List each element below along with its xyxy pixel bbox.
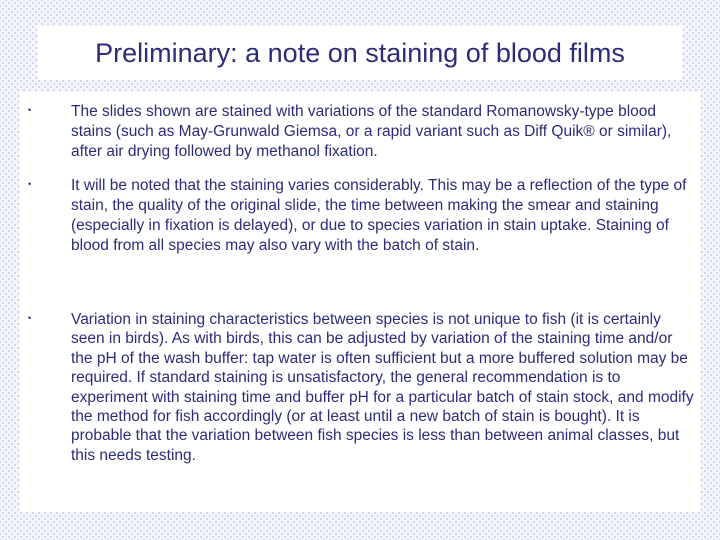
bullet-text: It will be noted that the staining varies considerably. This may be a reflection of the type of stain, the quality of the original slide, the time between making the smear and staining (especially in fixation is delayed), or due to species variation in stain uptake. Staining of blood from all species may also vary with the batch of stain. [71, 177, 687, 254]
bullet-text: The slides shown are stained with variations of the standard Romanowsky-type blood stains (such as May-Grunwald Giemsa, or a rapid variant such as Diff Quik® or similar), after air drying followed by methanol fixation. [71, 103, 672, 160]
title-box [38, 26, 682, 80]
slide-body [20, 92, 700, 512]
bullet-marker: • [28, 179, 32, 189]
slide-title: Preliminary: a note on staining of blood films [95, 37, 625, 68]
bullet-marker: • [28, 105, 32, 115]
bullet-text: Variation in staining characteristics between species is not unique to fish (it is certainly seen in birds). As with birds, this can be adjusted by variation of the staining time and/or the pH of the wash buffer: tap water is often sufficient but a more buffered solution may be required. If standard staining is unsatisfactory, the general recommendation is to experiment with staining time and buffer pH for a particular batch of stain stock, and modify the method for fish accordingly (or at least until a new batch of stain is bought). It is probable that the variation between fish species is less than between animal classes, but this needs testing. [71, 311, 694, 464]
bullet-marker: • [28, 313, 32, 323]
